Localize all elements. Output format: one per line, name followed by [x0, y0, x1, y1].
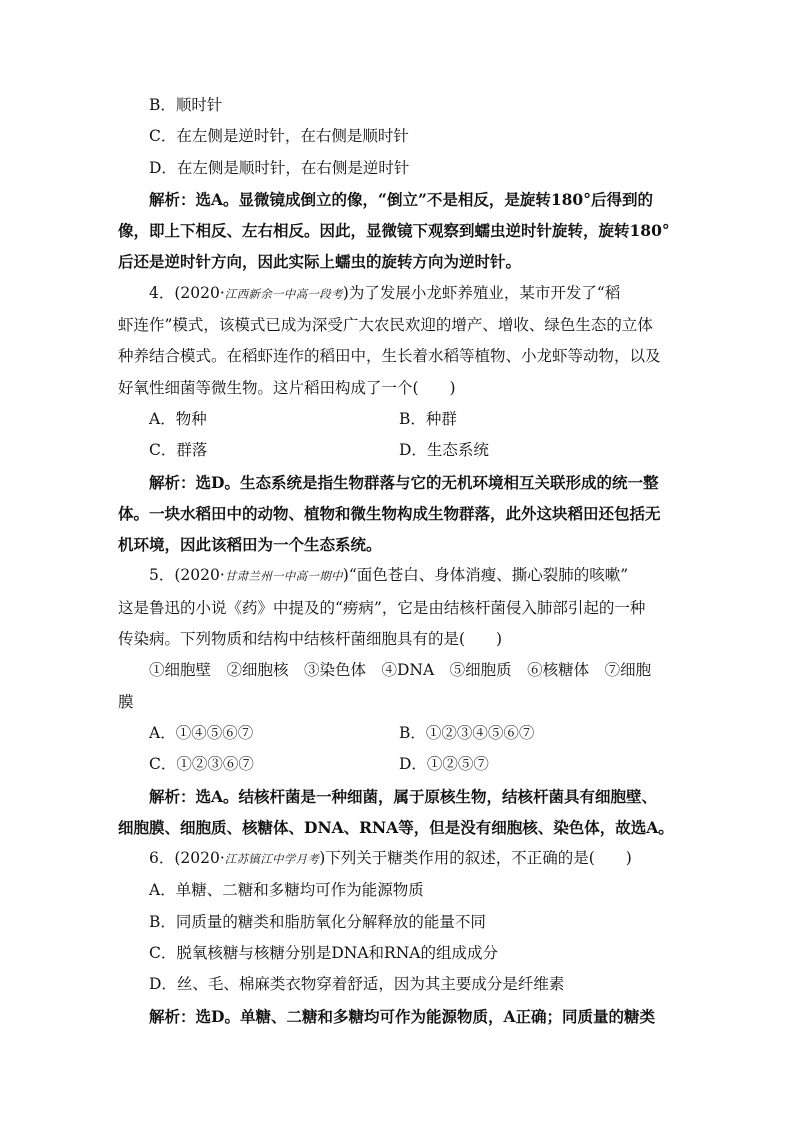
q4-stem-start: )为了发展小龙虾养殖业，某市开发了“稻	[342, 283, 621, 302]
q6-option-d: D．丝、毛、棉麻类衣物穿着舒适，因为其主要成分是纤维素	[149, 975, 565, 994]
q6-source: 江苏镇江中学月考	[224, 852, 320, 867]
q4-stem-line: 种养结合模式。在稻虾连作的稻田中，生长着水稻等植物、小龙虾等动物，以及	[118, 347, 661, 366]
q6-option-a: A．单糖、二糖和多糖均可作为能源物质	[149, 881, 424, 900]
q6-stem-start: )下列关于糖类作用的叙述，不正确的是( )	[319, 849, 632, 868]
q5-option-a: A．①④⑤⑥⑦	[149, 723, 254, 742]
q4-number: 4．(2020·	[149, 283, 225, 302]
q4-option-a: A．物种	[149, 409, 207, 428]
q3-analysis-line: 解析：选A。显微镜成倒立的像，“倒立”不是相反，是旋转180°后得到的	[149, 189, 653, 209]
q4-option-b: B．种群	[399, 409, 457, 428]
q5-items-line: 膜	[118, 692, 134, 711]
q3-option-d: D．在左侧是顺时针，在右侧是逆时针	[149, 158, 410, 177]
q4-options-row	[118, 404, 678, 435]
q4-analysis-line: 解析：选D。生态系统是指生物群落与它的无机环境相互关联形成的统一整	[149, 472, 659, 492]
q5-stem-line: 传染病。下列物质和结构中结核杆菌细胞具有的是( )	[118, 630, 503, 649]
q5-items-line: ①细胞壁 ②细胞核 ③染色体 ④DNA ⑤细胞质 ⑥核糖体 ⑦细胞	[149, 661, 652, 680]
q6-option-c: C．脱氧核糖与核糖分别是DNA和RNA的组成成分	[149, 944, 498, 963]
q4-option-c: C．群落	[149, 441, 208, 460]
q5-analysis-line: 细胞膜、细胞质、核糖体、DNA、RNA等，但是没有细胞核、染色体，故选A。	[118, 817, 674, 837]
q6-analysis-line: 解析：选D。单糖、二糖和多糖均可作为能源物质，A正确；同质量的糖类	[149, 1006, 655, 1026]
q4-option-d: D．生态系统	[399, 441, 489, 460]
q5-options-row	[118, 749, 678, 780]
q3-analysis-line: 后还是逆时针方向，因此实际上蠕虫的旋转方向为逆时针。	[118, 252, 522, 272]
q6-option-b: B．同质量的糖类和脂肪氧化分解释放的能量不同	[149, 912, 486, 931]
q5-stem-line: 这是鲁迅的小说《药》中提及的“痨病”，它是由结核杆菌侵入肺部引起的一种	[118, 598, 646, 617]
q5-stem-start: )“面色苍白、身体消瘦、撕心裂肺的咳嗽”	[342, 566, 629, 585]
q5-option-b: B．①②③④⑤⑥⑦	[399, 723, 535, 742]
q5-options-row	[118, 718, 678, 749]
q3-option-b: B．顺时针	[149, 96, 223, 114]
q3-analysis-line: 像，即上下相反、左右相反。因此，显微镜下观察到蠕虫逆时针旋转，旋转180°	[118, 221, 670, 241]
q3-option-c: C．在左侧是逆时针，在右侧是顺时针	[149, 127, 409, 146]
q5-analysis-line: 解析：选A。结核杆菌是一种细菌，属于原核生物，结核杆菌具有细胞壁、	[149, 786, 658, 806]
q4-stem-line: 虾连作”模式，该模式已成为深受广大农民欢迎的增产、增收、绿色生态的立体	[118, 316, 653, 335]
q5-option-c: C．①②③⑥⑦	[149, 755, 254, 774]
q5-stem-first-line	[118, 560, 678, 592]
q4-stem-first-line	[118, 278, 678, 310]
q4-stem-line: 好氧性细菌等微生物。这片稻田构成了一个( )	[118, 378, 456, 397]
q6-stem-first-line	[118, 843, 678, 875]
q4-analysis-line: 体。一块水稻田中的动物、植物和微生物构成生物群落，此外这块稻田还包括无	[118, 503, 661, 523]
q4-source: 江西新余一中高一段考	[224, 286, 343, 301]
document-page	[118, 90, 678, 1032]
q6-number: 6．(2020·	[149, 849, 225, 868]
q5-source: 甘肃兰州一中高一期中	[224, 569, 343, 584]
q5-number: 5．(2020·	[149, 566, 225, 585]
q4-options-row	[118, 435, 678, 466]
q5-option-d: D．①②⑤⑦	[399, 755, 489, 774]
q4-analysis-line: 机环境，因此该稻田为一个生态系统。	[118, 535, 382, 555]
